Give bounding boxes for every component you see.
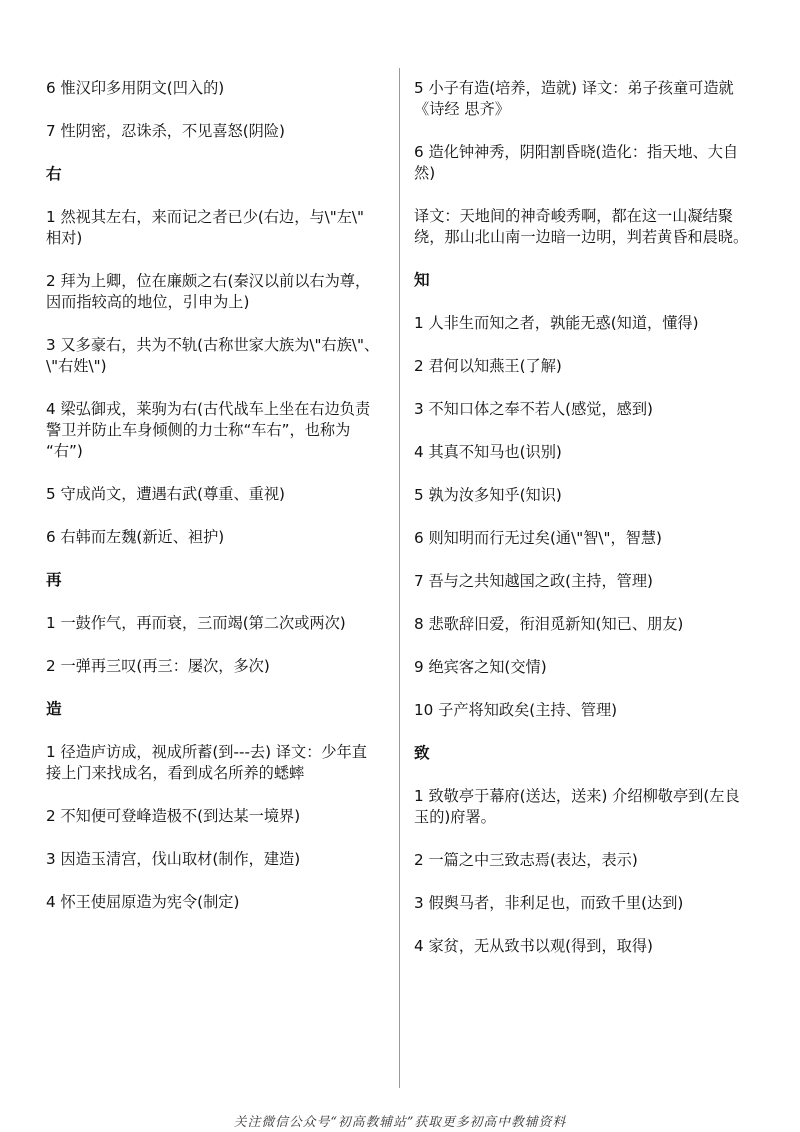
entry-line: 4 家贫，无从致书以观(得到，取得) bbox=[414, 937, 653, 955]
definition-entry bbox=[46, 849, 389, 870]
entry-line: 3 不知口体之奉不若人(感觉，感到) bbox=[414, 400, 653, 418]
entry-line: 4 梁弘御戎，莱驹为右(古代战车上坐在右边负责 bbox=[46, 400, 371, 418]
definition-entry bbox=[414, 786, 757, 828]
entry-line: 8 悲歌辞旧爱，衔泪觅新知(知已、朋友) bbox=[414, 615, 684, 633]
entry-line: 1 人非生而知之者，孰能无惑(知道，懂得) bbox=[414, 314, 699, 332]
definition-entry bbox=[414, 442, 757, 463]
definition-entry bbox=[414, 850, 757, 871]
definition-entry bbox=[414, 142, 757, 184]
entry-line: 玉的)府署。 bbox=[414, 808, 496, 826]
entry-line: 3 又多豪右，共为不轨(古称世家大族为\"右族\"、 bbox=[46, 336, 380, 354]
definition-entry bbox=[414, 528, 757, 549]
entry-line: 6 造化钟神秀，阴阳割昏晓(造化：指天地、大自 bbox=[414, 143, 739, 161]
entry-line: 10 子产将知政矣(主持、管理) bbox=[414, 701, 618, 719]
entry-line: 然) bbox=[414, 164, 436, 182]
entry-line: 4 其真不知马也(识别) bbox=[414, 443, 562, 461]
entry-line: 1 然视其左右，来而记之者已少(右边，与\"左\" bbox=[46, 208, 364, 226]
definition-entry bbox=[414, 485, 757, 506]
definition-entry bbox=[414, 399, 757, 420]
footer-note: 关注微信公众号“初高教辅站”获取更多初高中教辅资料 bbox=[233, 1115, 567, 1130]
definition-entry bbox=[414, 78, 757, 120]
definition-entry bbox=[46, 742, 389, 784]
entry-line: 7 吾与之共知越国之政(主持，管理) bbox=[414, 572, 653, 590]
definition-entry bbox=[414, 206, 757, 248]
definition-entry bbox=[46, 207, 389, 249]
entry-line: 绕，那山北山南一边暗一边明，判若黄昏和晨晓。 bbox=[414, 228, 749, 246]
definition-entry bbox=[414, 313, 757, 334]
column-divider bbox=[399, 68, 400, 1088]
definition-entry bbox=[414, 657, 757, 678]
entry-line: 3 假舆马者，非利足也，而致千里(达到) bbox=[414, 894, 684, 912]
entry-line: 6 右韩而左魏(新近、袒护) bbox=[46, 528, 225, 546]
definition-entry bbox=[46, 78, 389, 99]
entry-line: 9 绝宾客之知(交情) bbox=[414, 658, 547, 676]
definition-entry bbox=[46, 335, 389, 377]
entry-line: 1 致敬亭于幕府(送达，送来) 介绍柳敬亭到(左良 bbox=[414, 787, 740, 805]
definition-entry bbox=[414, 893, 757, 914]
entry-line: 7 性阴密，忍诛杀，不见喜怒(阴险) bbox=[46, 122, 285, 140]
entry-line: 译文：天地间的神奇峻秀啊，都在这一山凝结聚 bbox=[414, 207, 733, 225]
entry-line: 5 小子有造(培养，造就) 译文：弟子孩童可造就 bbox=[414, 79, 734, 97]
definition-entry bbox=[46, 399, 389, 462]
definition-entry bbox=[46, 806, 389, 827]
entry-line: “右”) bbox=[46, 442, 83, 460]
definition-entry bbox=[414, 614, 757, 635]
section-heading: 再 bbox=[46, 571, 62, 589]
entry-line: 6 惟汉印多用阴文(凹入的) bbox=[46, 79, 225, 97]
entry-line: 4 怀王使屈原造为宪令(制定) bbox=[46, 893, 240, 911]
definition-entry bbox=[414, 700, 757, 721]
entry-line: 6 则知明而行无过矣(通\"智\"，智慧) bbox=[414, 529, 662, 547]
entry-line: 5 孰为汝多知乎(知识) bbox=[414, 486, 562, 504]
definition-entry bbox=[46, 484, 389, 505]
entry-line: 因而指较高的地位，引申为上) bbox=[46, 293, 250, 311]
entry-line: 2 一弹再三叹(再三：屡次，多次) bbox=[46, 657, 270, 675]
right-column bbox=[414, 78, 757, 979]
left-column bbox=[46, 78, 389, 935]
entry-line: 1 径造庐访成，视成所蓄(到---去) 译文：少年直 bbox=[46, 743, 367, 761]
section-heading: 造 bbox=[46, 700, 62, 718]
section-heading: 知 bbox=[414, 271, 430, 289]
entry-line: 3 因造玉清宫，伐山取材(制作，建造) bbox=[46, 850, 301, 868]
entry-line: 相对) bbox=[46, 229, 83, 247]
entry-line: 2 一篇之中三致志焉(表达，表示) bbox=[414, 851, 638, 869]
entry-line: \"右姓\") bbox=[46, 357, 107, 375]
definition-entry bbox=[414, 571, 757, 592]
definition-entry bbox=[46, 527, 389, 548]
definition-entry bbox=[46, 892, 389, 913]
definition-entry bbox=[414, 356, 757, 377]
entry-line: 警卫并防止车身倾侧的力士称“车右”，也称为 bbox=[46, 421, 351, 439]
entry-line: 《诗经 思齐》 bbox=[414, 100, 510, 118]
definition-entry bbox=[46, 656, 389, 677]
definition-entry bbox=[46, 271, 389, 313]
section-heading: 右 bbox=[46, 165, 62, 183]
entry-line: 2 不知便可登峰造极不(到达某一境界) bbox=[46, 807, 301, 825]
section-heading: 致 bbox=[414, 744, 430, 762]
definition-entry bbox=[414, 936, 757, 957]
definition-entry bbox=[46, 121, 389, 142]
entry-line: 接上门来找成名，看到成名所养的蟋蟀 bbox=[46, 764, 305, 782]
definition-entry bbox=[46, 613, 389, 634]
entry-line: 1 一鼓作气，再而衰，三而竭(第二次或两次) bbox=[46, 614, 346, 632]
entry-line: 2 拜为上卿，位在廉颇之右(秦汉以前以右为尊， bbox=[46, 272, 371, 290]
entry-line: 5 守成尚文，遭遇右武(尊重、重视) bbox=[46, 485, 285, 503]
entry-line: 2 君何以知燕王(了解) bbox=[414, 357, 562, 375]
